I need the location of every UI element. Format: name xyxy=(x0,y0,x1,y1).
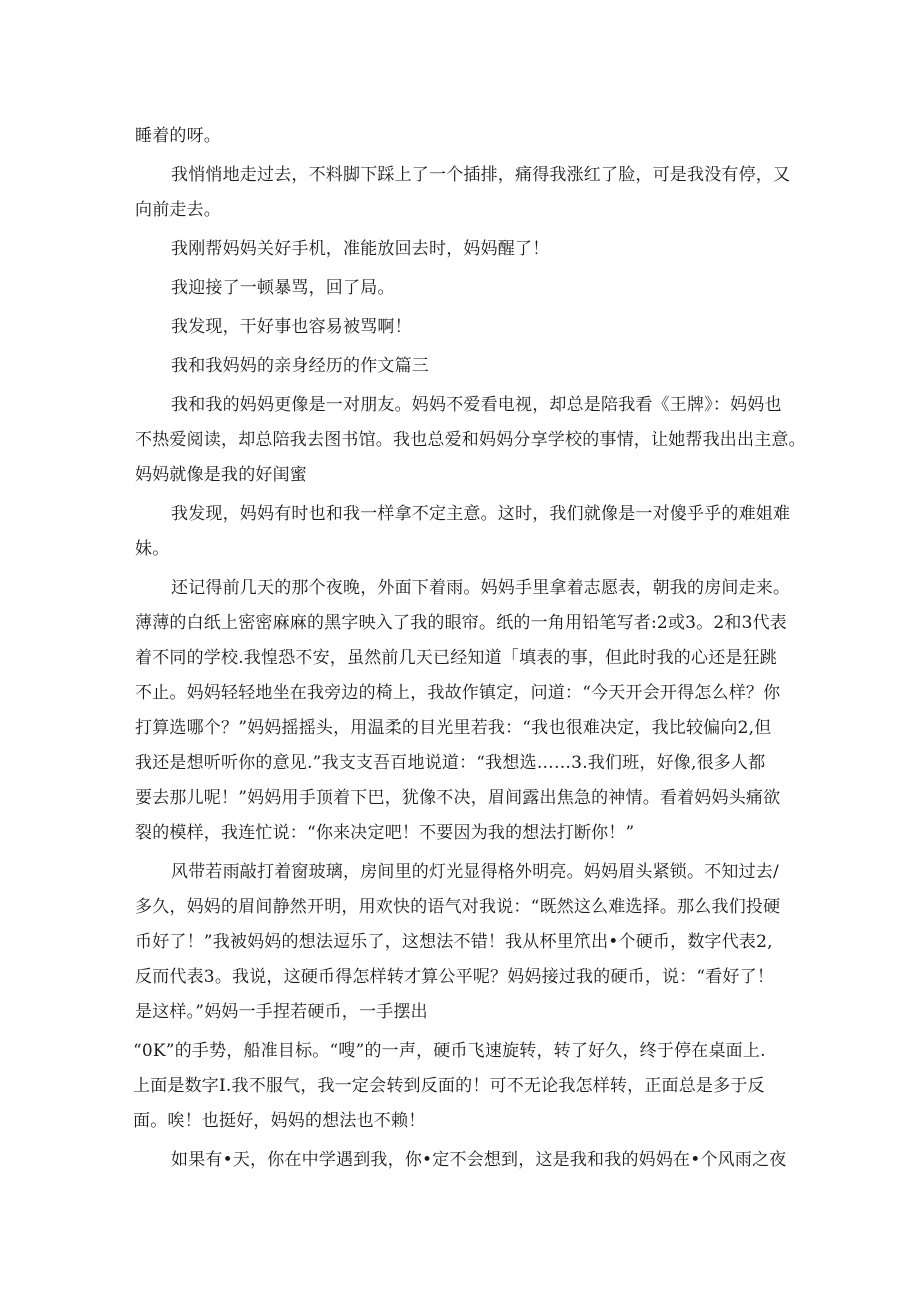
text-line: 反而代表3。我说，这硬币得怎样转才算公平呢？妈妈接过我的硬币，说：“看好了！ xyxy=(135,967,775,987)
text-line: 是这样。”妈妈一手捏若硬币，一手摆出 xyxy=(135,1002,428,1022)
text-line: 着不同的学校.我惶恐不安，虽然前几天已经知道「填表的事，但此时我的心还是狂跳 xyxy=(135,648,778,668)
text-line: 睡着的呀。 xyxy=(135,126,221,146)
paragraph xyxy=(135,571,791,851)
paragraph xyxy=(135,271,779,306)
text-line: 币好了！”我被妈妈的想法逗乐了，这想法不错！我从杯里笊出•个硬币，数字代表2, xyxy=(135,932,773,952)
paragraph xyxy=(135,1143,787,1178)
paragraph xyxy=(135,388,806,493)
text-line: 我悄悄地走过去，不料脚下踩上了一个插排，痛得我涨红了脸，可是我没有停，又 xyxy=(171,165,791,185)
text-line: 妈妈就像是我的好闺蜜 xyxy=(135,465,307,485)
paragraph xyxy=(135,497,791,567)
paragraph xyxy=(135,158,791,228)
text-line: 如果有•天，你在中学遇到我，你•定不会想到，这是我和我的妈妈在•个风雨之夜 xyxy=(171,1150,787,1170)
paragraph xyxy=(133,1034,779,1139)
text-line: 风带若雨敲打着窗玻璃，房间里的灯光显得格外明亮。妈妈眉头紧锁。不知过去/ xyxy=(171,862,779,882)
text-line: 我发现，干好事也容易被骂啊！ xyxy=(171,317,412,337)
text-line: 多久，妈妈的眉间静然开明，用欢快的语气对我说：“既然这么难选择。那么我们投硬 xyxy=(135,897,781,917)
article-body xyxy=(133,119,806,1182)
text-line: 我和我的妈妈更像是一对朋友。妈妈不爱看电视，却总是陪我看《王牌》：妈妈也 xyxy=(171,395,782,415)
text-line: 打算选哪个？”妈妈摇摇头，用温柔的目光里若我：“我也很难决定，我比较偏向2,但 xyxy=(135,718,772,738)
text-line: 要去那儿呢！”妈妈用手顶着下巴，犹像不决，眉间露出焦急的神情。看着妈妈头痛欲 xyxy=(135,788,781,808)
paragraph xyxy=(135,310,779,345)
text-line: 我还是想听听你的意见.”我支支吾百地说道：“我想选……3.我们班，好像,很多人都 xyxy=(135,753,766,773)
text-line: 我刚帮妈妈关好手机，准能放回去时，妈妈醒了！ xyxy=(171,239,550,259)
text-line: 我发现，妈妈有时也和我一样拿不定主意。这时，我们就像是一对傻乎乎的难姐难 xyxy=(171,504,791,524)
text-line: 上面是数字I.我不服气，我一定会转到反面的！可不无论我怎样转，正面总是多于反 xyxy=(133,1076,765,1096)
text-line: 不止。妈妈轻轻地坐在我旁边的椅上，我故作镇定，问道：“今天开会开得怎么样？你 xyxy=(135,683,781,703)
text-line: 妹。 xyxy=(135,539,170,559)
text-line: 向前走去。 xyxy=(135,200,221,220)
paragraph xyxy=(135,232,779,267)
text-line: 我迎接了一顿暴骂，回了局。 xyxy=(171,278,395,298)
text-line: “0K”的手势，船准目标。“嗖”的一声，硬币飞速旋转，转了好久，终于停在桌面上. xyxy=(133,1041,766,1061)
text-line: 裂的模样，我连忙说：“你来决定吧！不要因为我的想法打断你！” xyxy=(135,823,635,843)
text-line: 面。唉！也挺好，妈妈的想法也不赖！ xyxy=(133,1111,426,1131)
text-line: 薄薄的白纸上密密麻麻的黑字映入了我的眼帘。纸的一角用铅笔写者:2或3。2和3代表 xyxy=(135,613,787,633)
section-heading xyxy=(135,349,779,384)
text-line: 还记得前几天的那个夜晚，外面下着雨。妈妈手里拿着志愿表，朝我的房间走来。 xyxy=(171,578,791,598)
paragraph xyxy=(135,119,779,154)
paragraph xyxy=(135,855,779,1030)
heading-line: 我和我妈妈的亲身经历的作文篇三 xyxy=(171,356,429,376)
text-line: 不热爱阅读，却总陪我去图书馆。我也总爱和妈妈分享学校的事情，让她帮我出出主意。 xyxy=(135,430,806,450)
